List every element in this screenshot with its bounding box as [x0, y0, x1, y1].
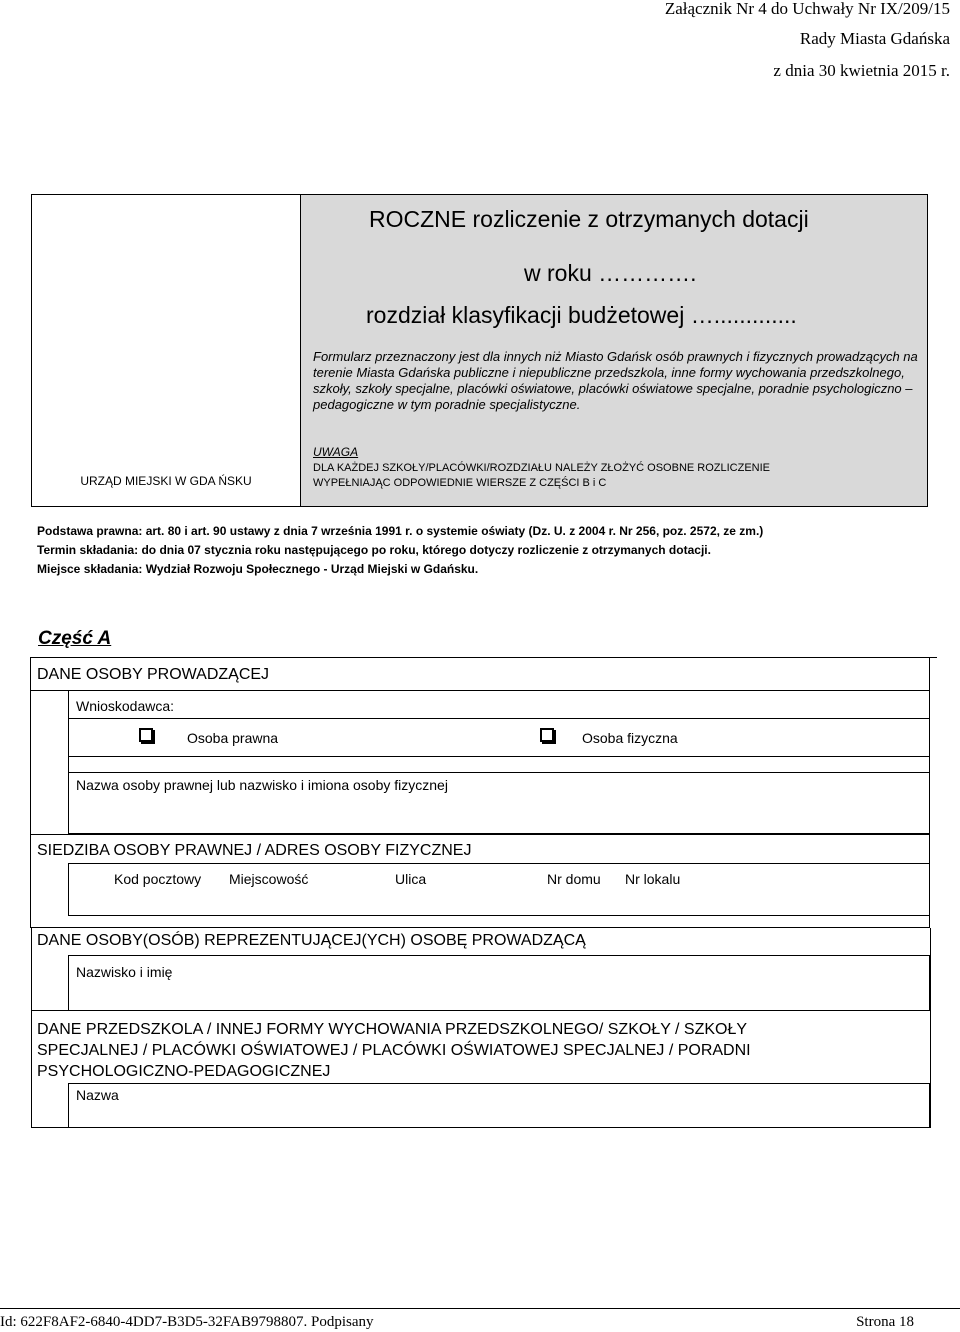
representative-name-label: Nazwisko i imię — [76, 964, 173, 980]
note-title: UWAGA — [313, 445, 359, 459]
school-name-label: Nazwa — [76, 1087, 119, 1103]
flat-number-label: Nr lokalu — [625, 871, 681, 887]
applicant-label: Wnioskodawca: — [76, 698, 175, 714]
title-box — [31, 194, 928, 507]
title-panel — [301, 195, 927, 506]
year-line: w roku …………. — [524, 260, 697, 286]
page-number: Strona 18 — [856, 1314, 914, 1330]
annex-header-line3: z dnia 30 kwietnia 2015 r. — [773, 61, 950, 80]
operator-name-label: Nazwa osoby prawnej lub nazwisko i imiona osoby fizycznej — [76, 777, 448, 793]
natural-person-checkbox[interactable] — [540, 728, 554, 742]
submission-deadline: Termin składania: do dnia 07 stycznia roku następującego po roku, którego dotyczy rozliczenie z otrzymanych dotacji. — [37, 543, 711, 557]
submission-place: Miejsce składania: Wydział Rozwoju Społecznego - Urząd Miejski w Gdańsku. — [37, 562, 479, 576]
annex-header-line2: Rady Miasta Gdańska — [799, 29, 950, 48]
document-id: Id: 622F8AF2-6840-4DD7-B3D5-32FAB9798807. Podpisany — [0, 1314, 374, 1330]
section-school-line1: DANE PRZEDSZKOLA / INNEJ FORMY WYCHOWANIA PRZEDSZKOLNEGO/ SZKOŁY / SZKOŁY — [37, 1021, 748, 1038]
section-operator-data: DANE OSOBY PROWADZĄCEJ — [37, 666, 270, 683]
form-title: ROCZNE rozliczenie z otrzymanych dotacji — [369, 206, 809, 232]
legal-person-label: Osoba prawna — [187, 730, 279, 746]
postcode-label: Kod pocztowy — [114, 871, 202, 887]
section-school-line3: PSYCHOLOGICZNO-PEDAGOGICZNEJ — [37, 1063, 331, 1080]
legal-basis: Podstawa prawna: art. 80 i art. 90 ustawy z dnia 7 września 1991 r. o systemie oświaty (Dz. U. z 2004 r. Nr 256, poz. 2572, ze zm.) — [37, 524, 764, 538]
street-label: Ulica — [395, 871, 427, 887]
house-number-label: Nr domu — [547, 871, 601, 887]
annex-header-line1: Załącznik Nr 4 do Uchwały Nr IX/209/15 — [664, 0, 950, 18]
part-a-top-rule — [30, 657, 937, 658]
section-seat-address: SIEDZIBA OSOBY PRAWNEJ / ADRES OSOBY FIZYCZNEJ — [37, 842, 472, 859]
form-description: Formularz przeznaczony jest dla innych niż Miasto Gdańsk osób prawnych i fizycznych prowadzących na terenie Miasta Gdańska publiczne i niepubliczne przedszkola, inne formy wychowania przedszkolnego, szkoły, szkoły specjalne, placówki oświatowe, placówki oświatowe specjalne, poradnie psychologiczno –pedagogiczne w tym poradnie specjalistyczne. — [313, 349, 918, 412]
office-name: URZĄD MIEJSKI W GDA ŃSKU — [80, 474, 252, 488]
note-line2: WYPEŁNIAJĄC ODPOWIEDNIE WIERSZE Z CZĘŚCI B i C — [313, 477, 607, 489]
legal-person-checkbox[interactable] — [139, 728, 153, 742]
office-cell — [32, 195, 301, 506]
representative-name-field[interactable] — [68, 955, 930, 1011]
part-a-heading: Część A — [38, 628, 112, 649]
budget-chapter-line: rozdział klasyfikacji budżetowej …............. — [366, 302, 797, 328]
school-name-field[interactable] — [68, 1083, 930, 1128]
city-label: Miejscowość — [229, 871, 309, 887]
natural-person-label: Osoba fizyczna — [582, 730, 678, 746]
section-school-line2: SPECJALNEJ / PLACÓWKI OŚWIATOWEJ / PLACÓWKI OŚWIATOWEJ SPECJALNEJ / PORADNI — [37, 1042, 751, 1059]
section1-rule — [30, 690, 930, 691]
section2-top-rule — [30, 834, 930, 835]
note-line1: DLA KAŻDEJ SZKOŁY/PLACÓWKI/ROZDZIAŁU NALEŻY ZŁOŻYĆ OSOBNE ROZLICZENIE — [313, 462, 771, 474]
footer-rule — [0, 1308, 960, 1309]
section-representative: DANE OSOBY(OSÓB) REPREZENTUJĄCEJ(YCH) OSOBĘ PROWADZĄCĄ — [37, 932, 586, 949]
